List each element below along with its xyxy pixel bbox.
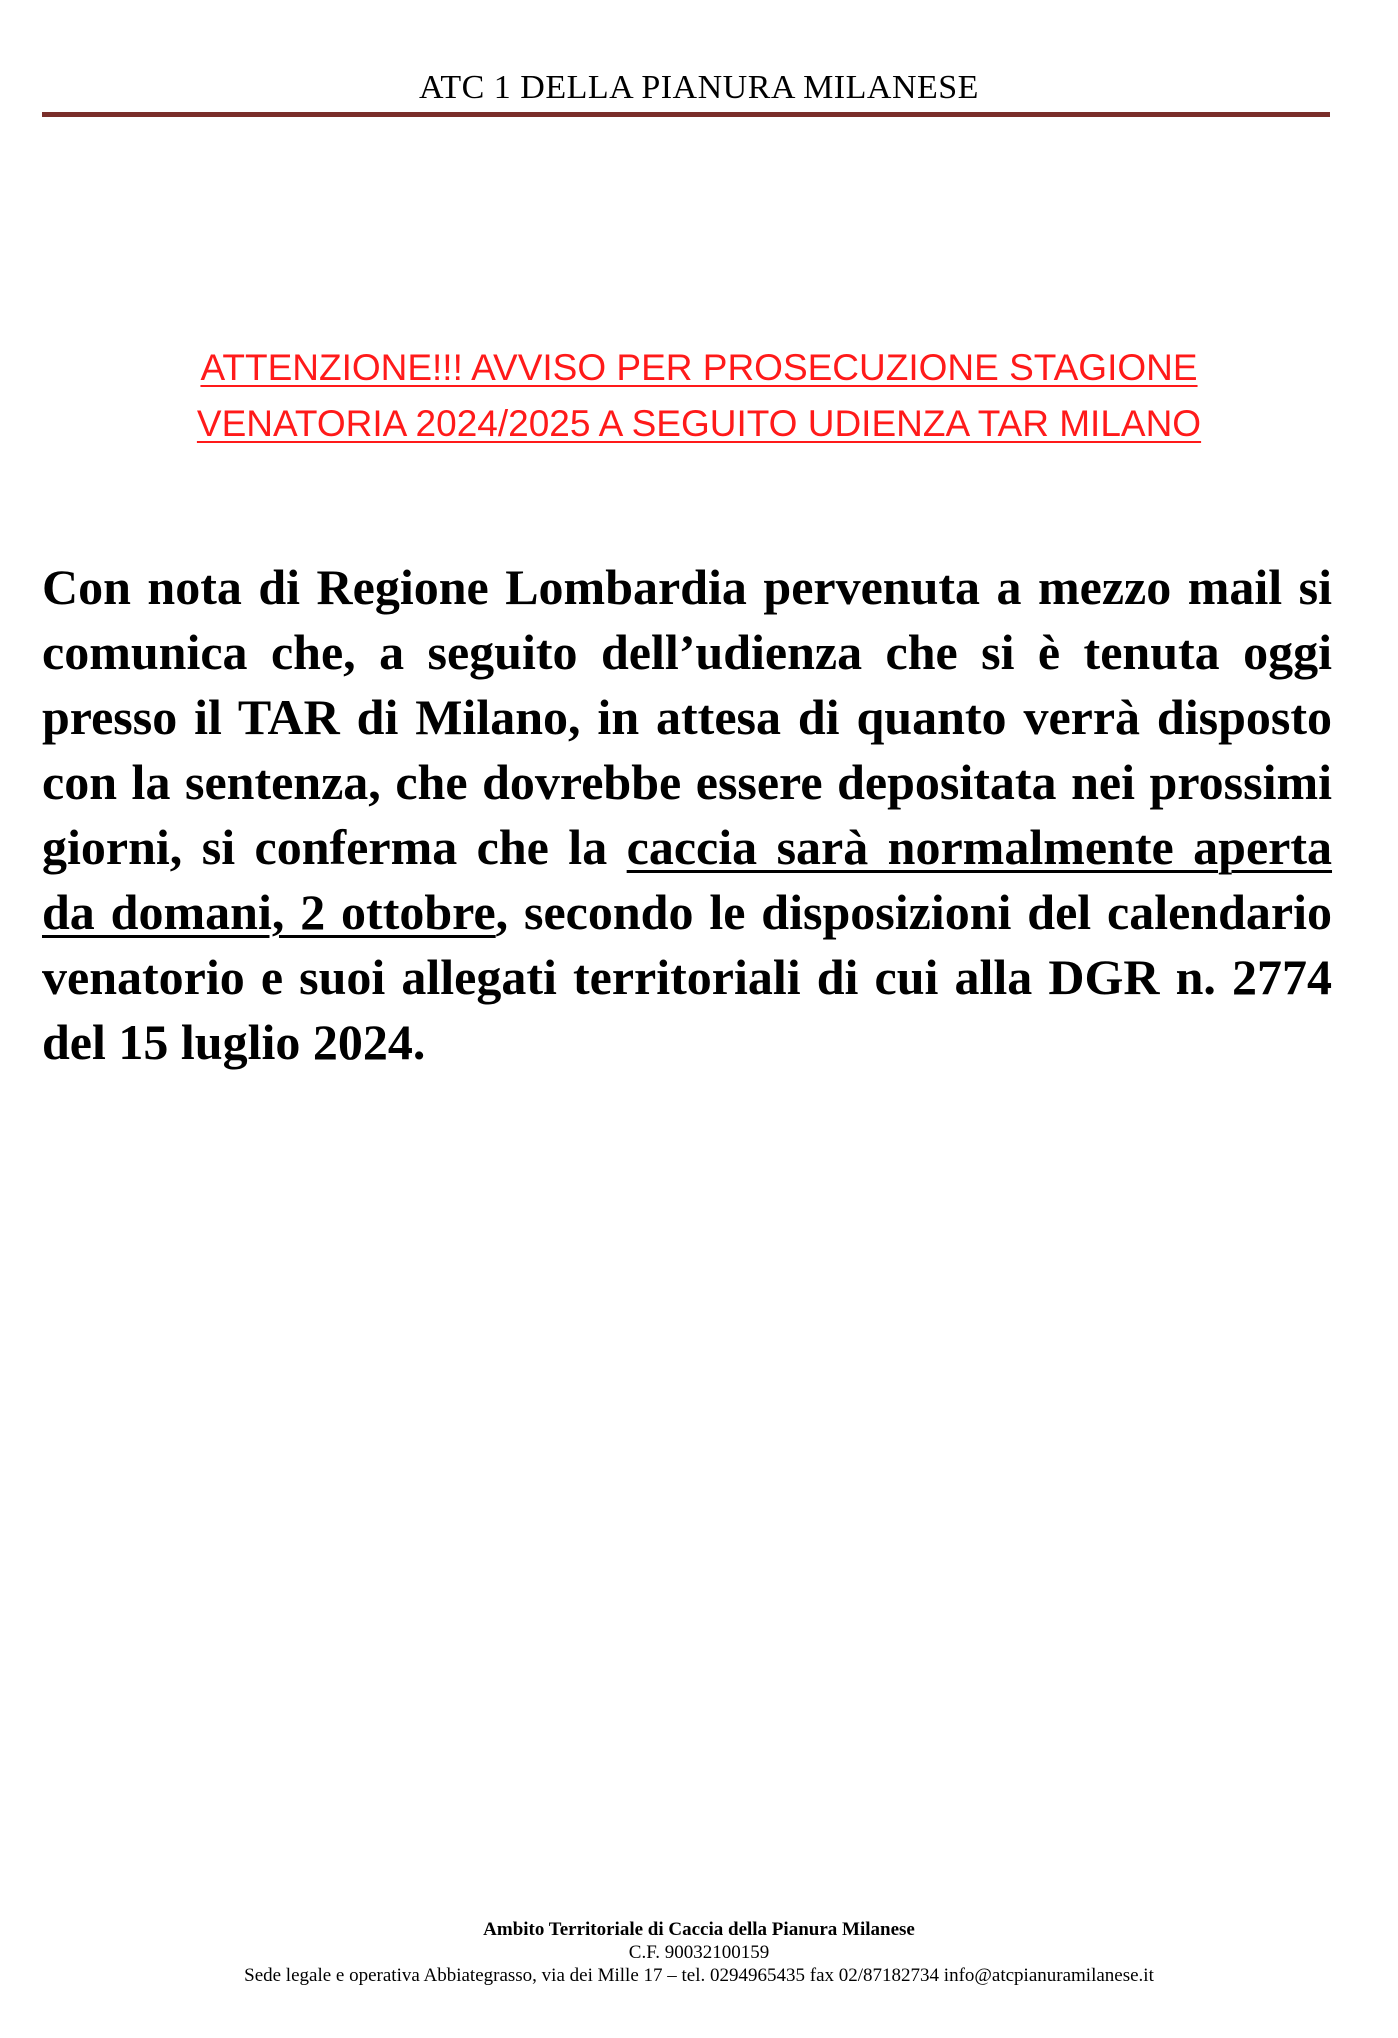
body-text-part-2: , secondo le disposizioni del calendario venatorio e suoi allegati territoriali di cui alla DGR n. 2774 del 15 luglio 2024. <box>42 884 1332 1070</box>
body-emphasis-underlined: caccia sarà normalmente aperta da domani, 2 ottobre <box>42 819 1333 940</box>
notice-body <box>42 555 1332 1075</box>
headline-line-1: ATTENZIONE!!! AVVISO PER PROSECUZIONE STAGIONE <box>200 347 1198 388</box>
footer-tax-code: C.F. 90032100159 <box>628 1942 770 1963</box>
header-divider <box>42 112 1330 117</box>
page-header-title: ATC 1 DELLA PIANURA MILANESE <box>419 69 979 106</box>
footer-address: Sede legale e operativa Abbiategrasso, via dei Mille 17 – tel. 0294965435 fax 02/87182734 info@atcpianuramilanese.it <box>244 1965 1154 1986</box>
body-text-part-1: Con nota di Regione Lombardia pervenuta a mezzo mail si comunica che, a seguito dell’udienza che si è tenuta oggi presso il TAR di Milano, in attesa di quanto verrà disposto con la sentenza, che dovrebbe essere depositata nei prossimi giorni, si conferma che la <box>42 559 1332 875</box>
notice-headline <box>60 340 1338 452</box>
headline-line-2: VENATORIA 2024/2025 A SEGUITO UDIENZA TAR MILANO <box>196 403 1202 444</box>
footer-organization: Ambito Territoriale di Caccia della Pianura Milanese <box>483 1919 915 1940</box>
page-footer <box>0 1918 1398 1987</box>
